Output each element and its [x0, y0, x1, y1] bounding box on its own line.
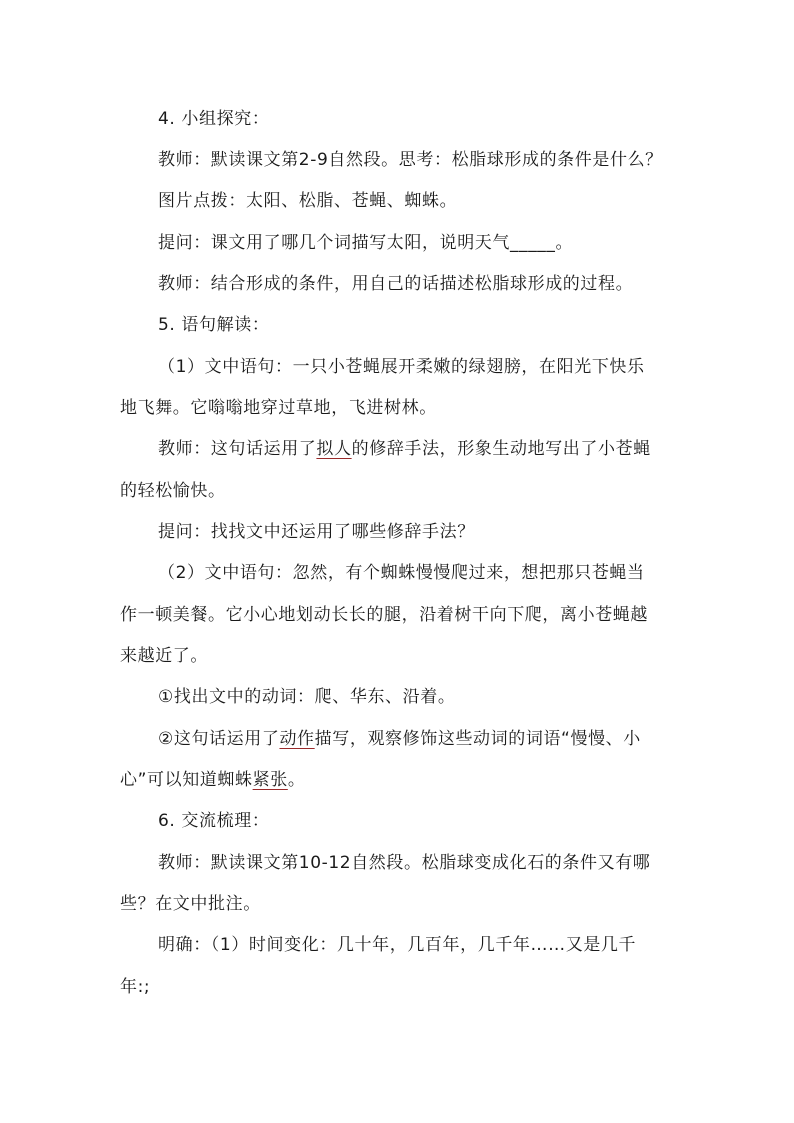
section5-item2-verbs: ①找出文中的动词：爬、华东、沿着。: [158, 687, 456, 707]
underlined-answer-description: 动作: [279, 729, 315, 749]
section4-heading: 4. 小组探究：: [158, 109, 270, 129]
section5-item2-line1: （2）文中语句：忽然，有个蜘蛛慢慢爬过来，想把那只苍蝇当: [158, 563, 645, 583]
analysis-line2-b: 。: [287, 770, 306, 790]
section6-heading: 6. 交流梳理：: [158, 811, 270, 831]
analysis-text-b: 描写，观察修饰这些动词的词语“慢慢、小: [314, 729, 641, 749]
section6-answer-line1: 明确：（1）时间变化：几十年，几百年，几千年……又是几千: [158, 935, 637, 955]
section4-teacher-task: 教师：结合形成的条件，用自己的话描述松脂球形成的过程。: [158, 274, 634, 294]
underlined-answer-rhetoric: 拟人: [316, 439, 352, 459]
teacher-text-a: 教师：这句话运用了: [158, 439, 317, 459]
section6-teacher-line2: 些？在文中批注。: [120, 894, 261, 914]
analysis-text-a: ②这句话运用了: [158, 729, 280, 749]
section6-teacher-line1: 教师：默读课文第10-12自然段。松脂球变成化石的条件又有哪: [158, 853, 651, 873]
analysis-line2-a: 心”可以知道蜘蛛: [120, 770, 253, 790]
underlined-answer-feeling: 紧张: [252, 770, 288, 790]
section5-item1-teacher-line2: 的轻松愉快。: [120, 481, 226, 501]
section5-item1-teacher: [158, 437, 718, 461]
section4-picture-hint: 图片点拨：太阳、松脂、苍蝇、蜘蛛。: [158, 191, 458, 211]
section4-teacher-prompt: 教师：默读课文第2-9自然段。思考：松脂球形成的条件是什么？: [158, 150, 663, 170]
section5-heading: 5. 语句解读：: [158, 315, 270, 335]
section5-item2-analysis-line2: [120, 768, 680, 792]
section5-item1-question: 提问：找找文中还运用了哪些修辞手法？: [158, 522, 475, 542]
section4-question: 提问：课文用了哪几个词描写太阳，说明天气_____。: [158, 233, 574, 253]
section6-answer-line2: 年:;: [120, 977, 151, 997]
section5-item2-line3: 来越近了。: [120, 646, 208, 666]
section5-item1-line2: 地飞舞。它嗡嗡地穿过草地，飞进树林。: [120, 398, 437, 418]
section5-item2-analysis: [158, 727, 718, 751]
section5-item2-line2: 作一顿美餐。它小心地划动长长的腿，沿着树干向下爬，离小苍蝇越: [120, 605, 648, 625]
section5-item1-line1: （1）文中语句：一只小苍蝇展开柔嫩的绿翅膀，在阳光下快乐: [158, 357, 645, 377]
teacher-text-b: 的修辞手法，形象生动地写出了小苍蝇: [351, 439, 651, 459]
